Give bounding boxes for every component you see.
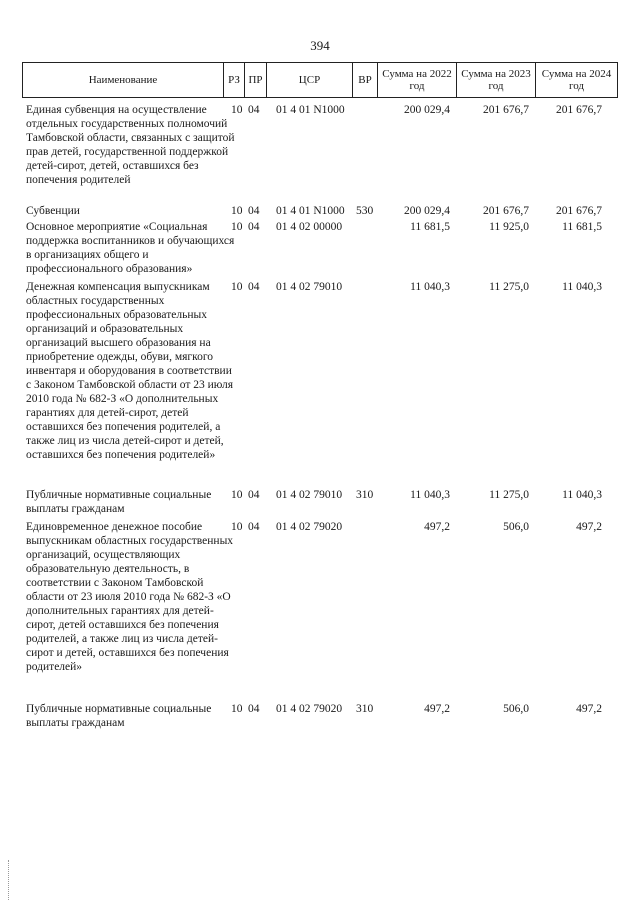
row-sum-2023: 506,0 [503,703,529,715]
row-sum-2023: 11 925,0 [489,221,529,233]
row-pr: 04 [248,489,260,501]
row-pr: 04 [248,221,260,233]
header-csr: ЦСР [266,63,352,97]
header-sum-2023: Сумма на 2023 год [456,63,535,97]
row-sum-2023: 506,0 [503,521,529,533]
row-pr: 04 [248,104,260,116]
row-rz: 10 [231,205,243,217]
row-csr: 01 4 02 79020 [276,703,343,715]
header-name: Наименование [88,74,158,86]
row-name: Публичные нормативные социальные выплаты гражданам [26,703,212,729]
row-name: Публичные нормативные социальные выплаты гражданам [26,489,212,515]
header-rz: РЗ [223,63,244,97]
row-sum-2022: 497,2 [424,521,450,533]
table-header [22,62,618,98]
row-sum-2024: 201 676,7 [556,205,602,217]
row-name: Основное мероприятие «Социальная поддержка воспитанников и обучающихся в организациях общего и профессионального образования» [26,221,235,275]
row-rz: 10 [231,521,243,533]
row-sum-2022: 497,2 [424,703,450,715]
row-pr: 04 [248,281,260,293]
header-sum-2024: Сумма на 2024 год [535,63,617,97]
row-name: Единовременное денежное пособие выпускникам областных государственных организаций, осуществляющих образовательную деятельность, в соответствии с Законом Тамбовской области от 23 июля 2010 года № 682-З «О дополнительных гарантиях для детей-сирот, детей оставшихся без попечения родителей, а также лиц из числа детей-сирот и детей, оставшихся без попечения родителей» [26,521,234,673]
row-pr: 04 [248,703,260,715]
header-sum-2022: Сумма на 2022 год [377,63,456,97]
row-sum-2024: 11 681,5 [562,221,602,233]
row-rz: 10 [231,489,243,501]
row-sum-2024: 201 676,7 [556,104,602,116]
row-rz: 10 [231,104,243,116]
row-csr: 01 4 02 79010 [276,281,343,293]
row-csr: 01 4 02 79010 [276,489,343,501]
row-name: Субвенции [26,205,80,217]
row-rz: 10 [231,703,243,715]
row-sum-2022: 11 040,3 [410,489,450,501]
header-vr: ВР [352,63,377,97]
row-sum-2024: 11 040,3 [562,489,602,501]
row-sum-2022: 11 681,5 [410,221,450,233]
row-name: Денежная компенсация выпускникам областных государственных профессиональных образовательных организаций и образовательных организаций высшего образования на приобретение одежды, обуви, мягкого инвентаря и оборудования в соответствии с Законом Тамбовской области от 23 июля 2010 года № 682-З «О дополнительных гарантиях для детей-сирот, детей оставшихся без попечения родителей, а также лиц из числа детей-сирот и детей, оставшихся без попечения родителей» [26,281,234,461]
row-pr: 04 [248,205,260,217]
row-sum-2022: 200 029,4 [404,205,450,217]
row-sum-2024: 11 040,3 [562,281,602,293]
header-pr: ПР [244,63,266,97]
row-vr: 310 [356,703,374,715]
row-csr: 01 4 02 00000 [276,221,343,233]
row-vr: 310 [356,489,374,501]
row-sum-2022: 200 029,4 [404,104,450,116]
row-sum-2024: 497,2 [576,703,602,715]
row-csr: 01 4 02 79020 [276,521,343,533]
row-csr: 01 4 01 N1000 [276,205,345,217]
scan-margin-mark [8,860,10,900]
row-sum-2022: 11 040,3 [410,281,450,293]
row-pr: 04 [248,521,260,533]
page-number: 394 [310,38,330,53]
row-name: Единая субвенция на осуществление отдельных государственных полномочий Тамбовской области, связанных с защитой прав детей, государственной поддержкой детей-сирот, детей, оставшихся без попечения родителей [26,104,235,186]
row-rz: 10 [231,281,243,293]
row-sum-2024: 497,2 [576,521,602,533]
row-sum-2023: 201 676,7 [483,104,529,116]
row-sum-2023: 201 676,7 [483,205,529,217]
row-csr: 01 4 01 N1000 [276,104,345,116]
row-vr: 530 [356,205,374,217]
row-rz: 10 [231,221,243,233]
row-sum-2023: 11 275,0 [489,489,529,501]
row-sum-2023: 11 275,0 [489,281,529,293]
